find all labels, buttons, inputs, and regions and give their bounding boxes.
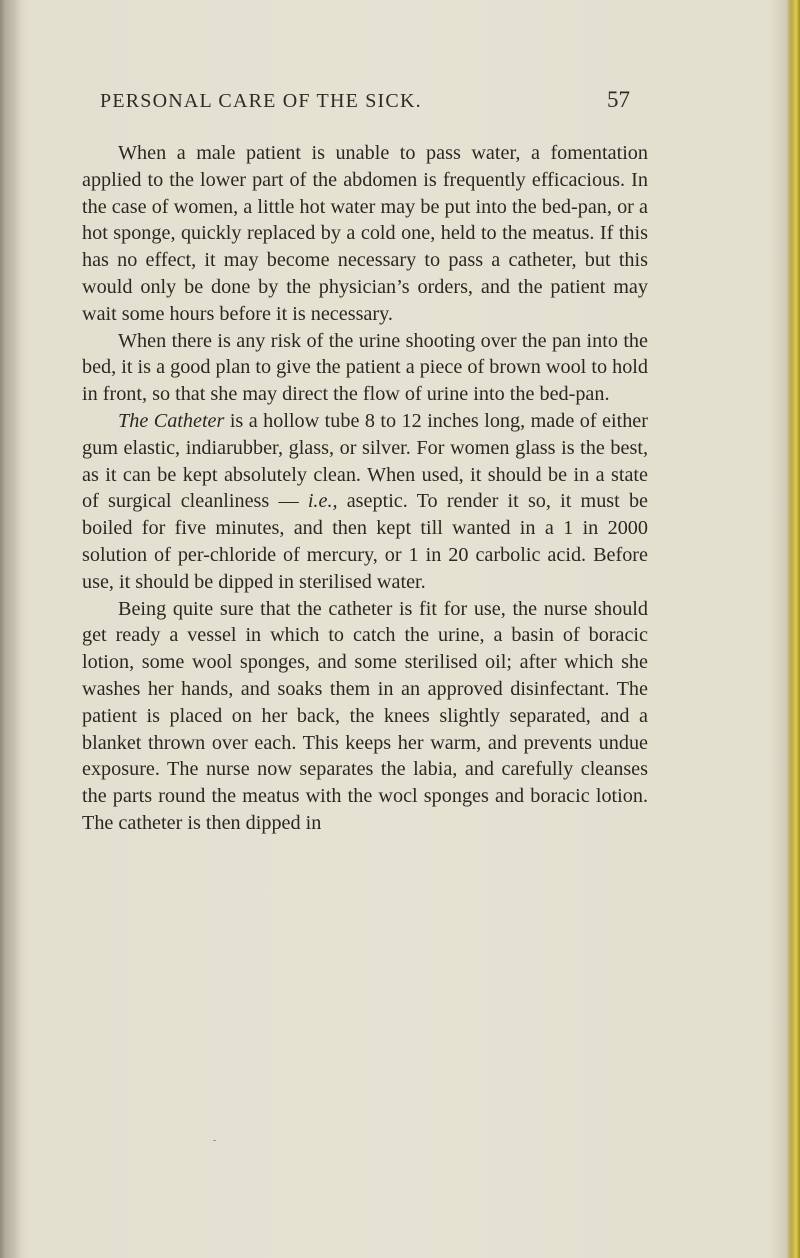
page-number: 57 [607, 87, 630, 112]
abbrev-ie: i.e., [307, 490, 338, 513]
catheter-text-a: is a hollow tube 8 to 12 inches long, made of either gum elastic, indiarubber, glass, or silver. For women glass is the best, as it can be kept absolutely clean. When used, it should be in a state of surgical cleanliness — [82, 409, 648, 513]
page-edge [786, 0, 800, 1258]
page-header [100, 87, 630, 124]
running-head: PERSONAL CARE OF THE SICK. [100, 90, 422, 112]
gutter-shadow [0, 0, 22, 1258]
term-the-catheter: The Catheter [118, 409, 225, 432]
paragraph-procedure: Being quite sure that the catheter is fit for use, the nurse should get ready a vessel in which to catch the urine, a basin of boracic lotion, some wool sponges, and some sterilised oil; after which she washes her hands, and soaks them in an approved disinfectant. The patient is placed on her back, the knees slightly separated, and a blanket thrown over each. This keeps her warm, and prevents undue exposure. The nurse now separates the labia, and carefully cleanses the parts round the meatus with the wocl sponges and boracic lotion. The catheter is then dipped in [82, 597, 648, 834]
body-text [82, 140, 648, 837]
paper-speck [213, 1140, 216, 1141]
paragraph-urine-risk: When there is any risk of the urine shooting over the pan into the bed, it is a good plan to give the patient a piece of brown wool to hold in front, so that she may direct the flow of urine into the bed-pan. [82, 329, 648, 406]
catheter-text-b: aseptic. To render it so, it must be boiled for five minutes, and then kept till wanted in a 1 in 2000 solution of per-chloride of mercury, or 1 in 20 carbolic acid. Before use, it should be dipped in sterilised water. [82, 490, 648, 593]
paragraph-male-patient: When a male patient is unable to pass water, a fomentation applied to the lower part of the abdomen is frequently efficacious. In the case of women, a little hot water may be put into the bed-pan, or a hot sponge, quickly replaced by a cold one, held to the meatus. If this has no effect, it may become necessary to pass a catheter, but this would only be done by the physician’s orders, and the patient may wait some hours before it is necessary. [82, 142, 648, 325]
paragraph-catheter [82, 408, 648, 596]
